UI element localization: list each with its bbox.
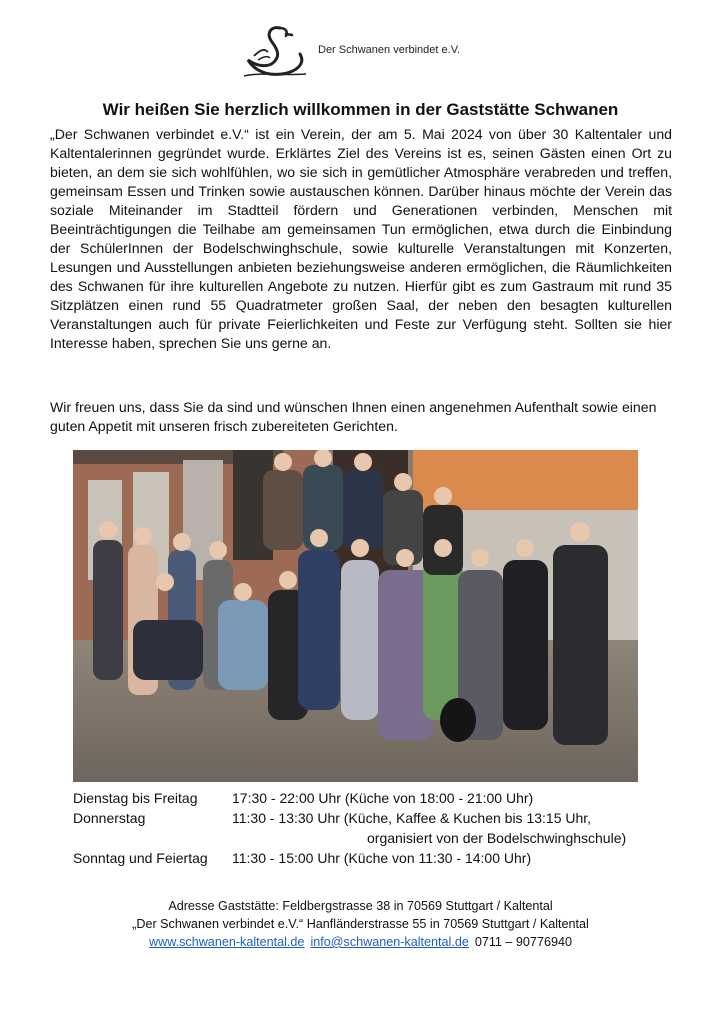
page-title: Wir heißen Sie herzlich willkommen in der Gaststätte Schwanen xyxy=(102,100,619,119)
email-link[interactable]: info@schwanen-kaltental.de xyxy=(310,935,469,949)
contact-line xyxy=(0,933,721,951)
opening-hours xyxy=(73,788,673,868)
website-link[interactable]: www.schwanen-kaltental.de xyxy=(149,935,305,949)
org-address-line: „Der Schwanen verbindet e.V.“ Hanfländerstrasse 55 in 70569 Stuttgart / Kaltental xyxy=(132,917,589,931)
swan-logo-icon xyxy=(240,22,312,80)
group-photo xyxy=(73,450,638,782)
hours-row xyxy=(73,848,673,868)
hours-day: Sonntag und Feiertag xyxy=(73,850,208,866)
hours-row xyxy=(73,788,673,808)
hours-time: 11:30 - 15:00 Uhr (Küche von 11:30 - 14:00 Uhr) xyxy=(232,850,532,866)
welcome-paragraph: Wir freuen uns, dass Sie da sind und wünschen Ihnen einen angenehmen Aufenthalt sowie einen guten Appetit mit unseren frisch zubereiteten Gerichten. xyxy=(50,399,657,434)
logo xyxy=(240,22,480,80)
hours-day: Donnerstag xyxy=(73,810,146,826)
hours-day: Dienstag bis Freitag xyxy=(73,790,198,806)
hours-row xyxy=(73,808,673,828)
footer xyxy=(0,897,721,951)
intro-paragraph: „Der Schwanen verbindet e.V.“ ist ein Verein, der am 5. Mai 2024 von über 30 Kaltentaler und Kaltentalerinnen gegründet wurde. Erklärtes Ziel des Vereins ist es, seinen Gästen einen Ort zu bieten, an dem sie sich wohlfühlen, wo sie sich in gemütlicher Atmosphäre verabreden und treffen, gemeinsam Essen und Trinken sowie austauschen können. Darüber hinaus möchte der Verein das soziale Miteinander im Stadtteil fördern und Generationen verbinden, Menschen mit Beeinträchtigungen die Teilhabe am gemeinsamen Tun ermöglichen, etwa durch die Einbindung der SchülerInnen der Bodelschwinghschule, sowie kulturelle Veranstaltungen mit Konzerten, Lesungen und Ausstellungen anbieten beziehungsweise anderen ermöglichen, die Räumlichkeiten des Schwanen für ihre kulturellen Angebote zu nutzen. Hierfür gibt es zum Gastraum mit rund 35 Sitzplätzen einen rund 55 Quadratmeter großen Saal, der neben den besagten kulturellen Veranstaltungen auch für private Feierlichkeiten und Feste zur Verfügung steht. Sollten sie hier Interesse haben, sprechen Sie uns gerne an. xyxy=(50,126,672,351)
address-line: Adresse Gaststätte: Feldbergstrasse 38 in 70569 Stuttgart / Kaltental xyxy=(168,899,553,913)
hours-row xyxy=(73,828,673,848)
hours-time: organisiert von der Bodelschwinghschule) xyxy=(367,830,627,846)
hours-time: 11:30 - 13:30 Uhr (Küche, Kaffee & Kuchen bis 13:15 Uhr, xyxy=(232,810,592,826)
hours-time: 17:30 - 22:00 Uhr (Küche von 18:00 - 21:00 Uhr) xyxy=(232,790,534,806)
phone-number: 0711 – 90776940 xyxy=(474,935,572,949)
org-name: Der Schwanen verbindet e.V. xyxy=(318,44,461,56)
